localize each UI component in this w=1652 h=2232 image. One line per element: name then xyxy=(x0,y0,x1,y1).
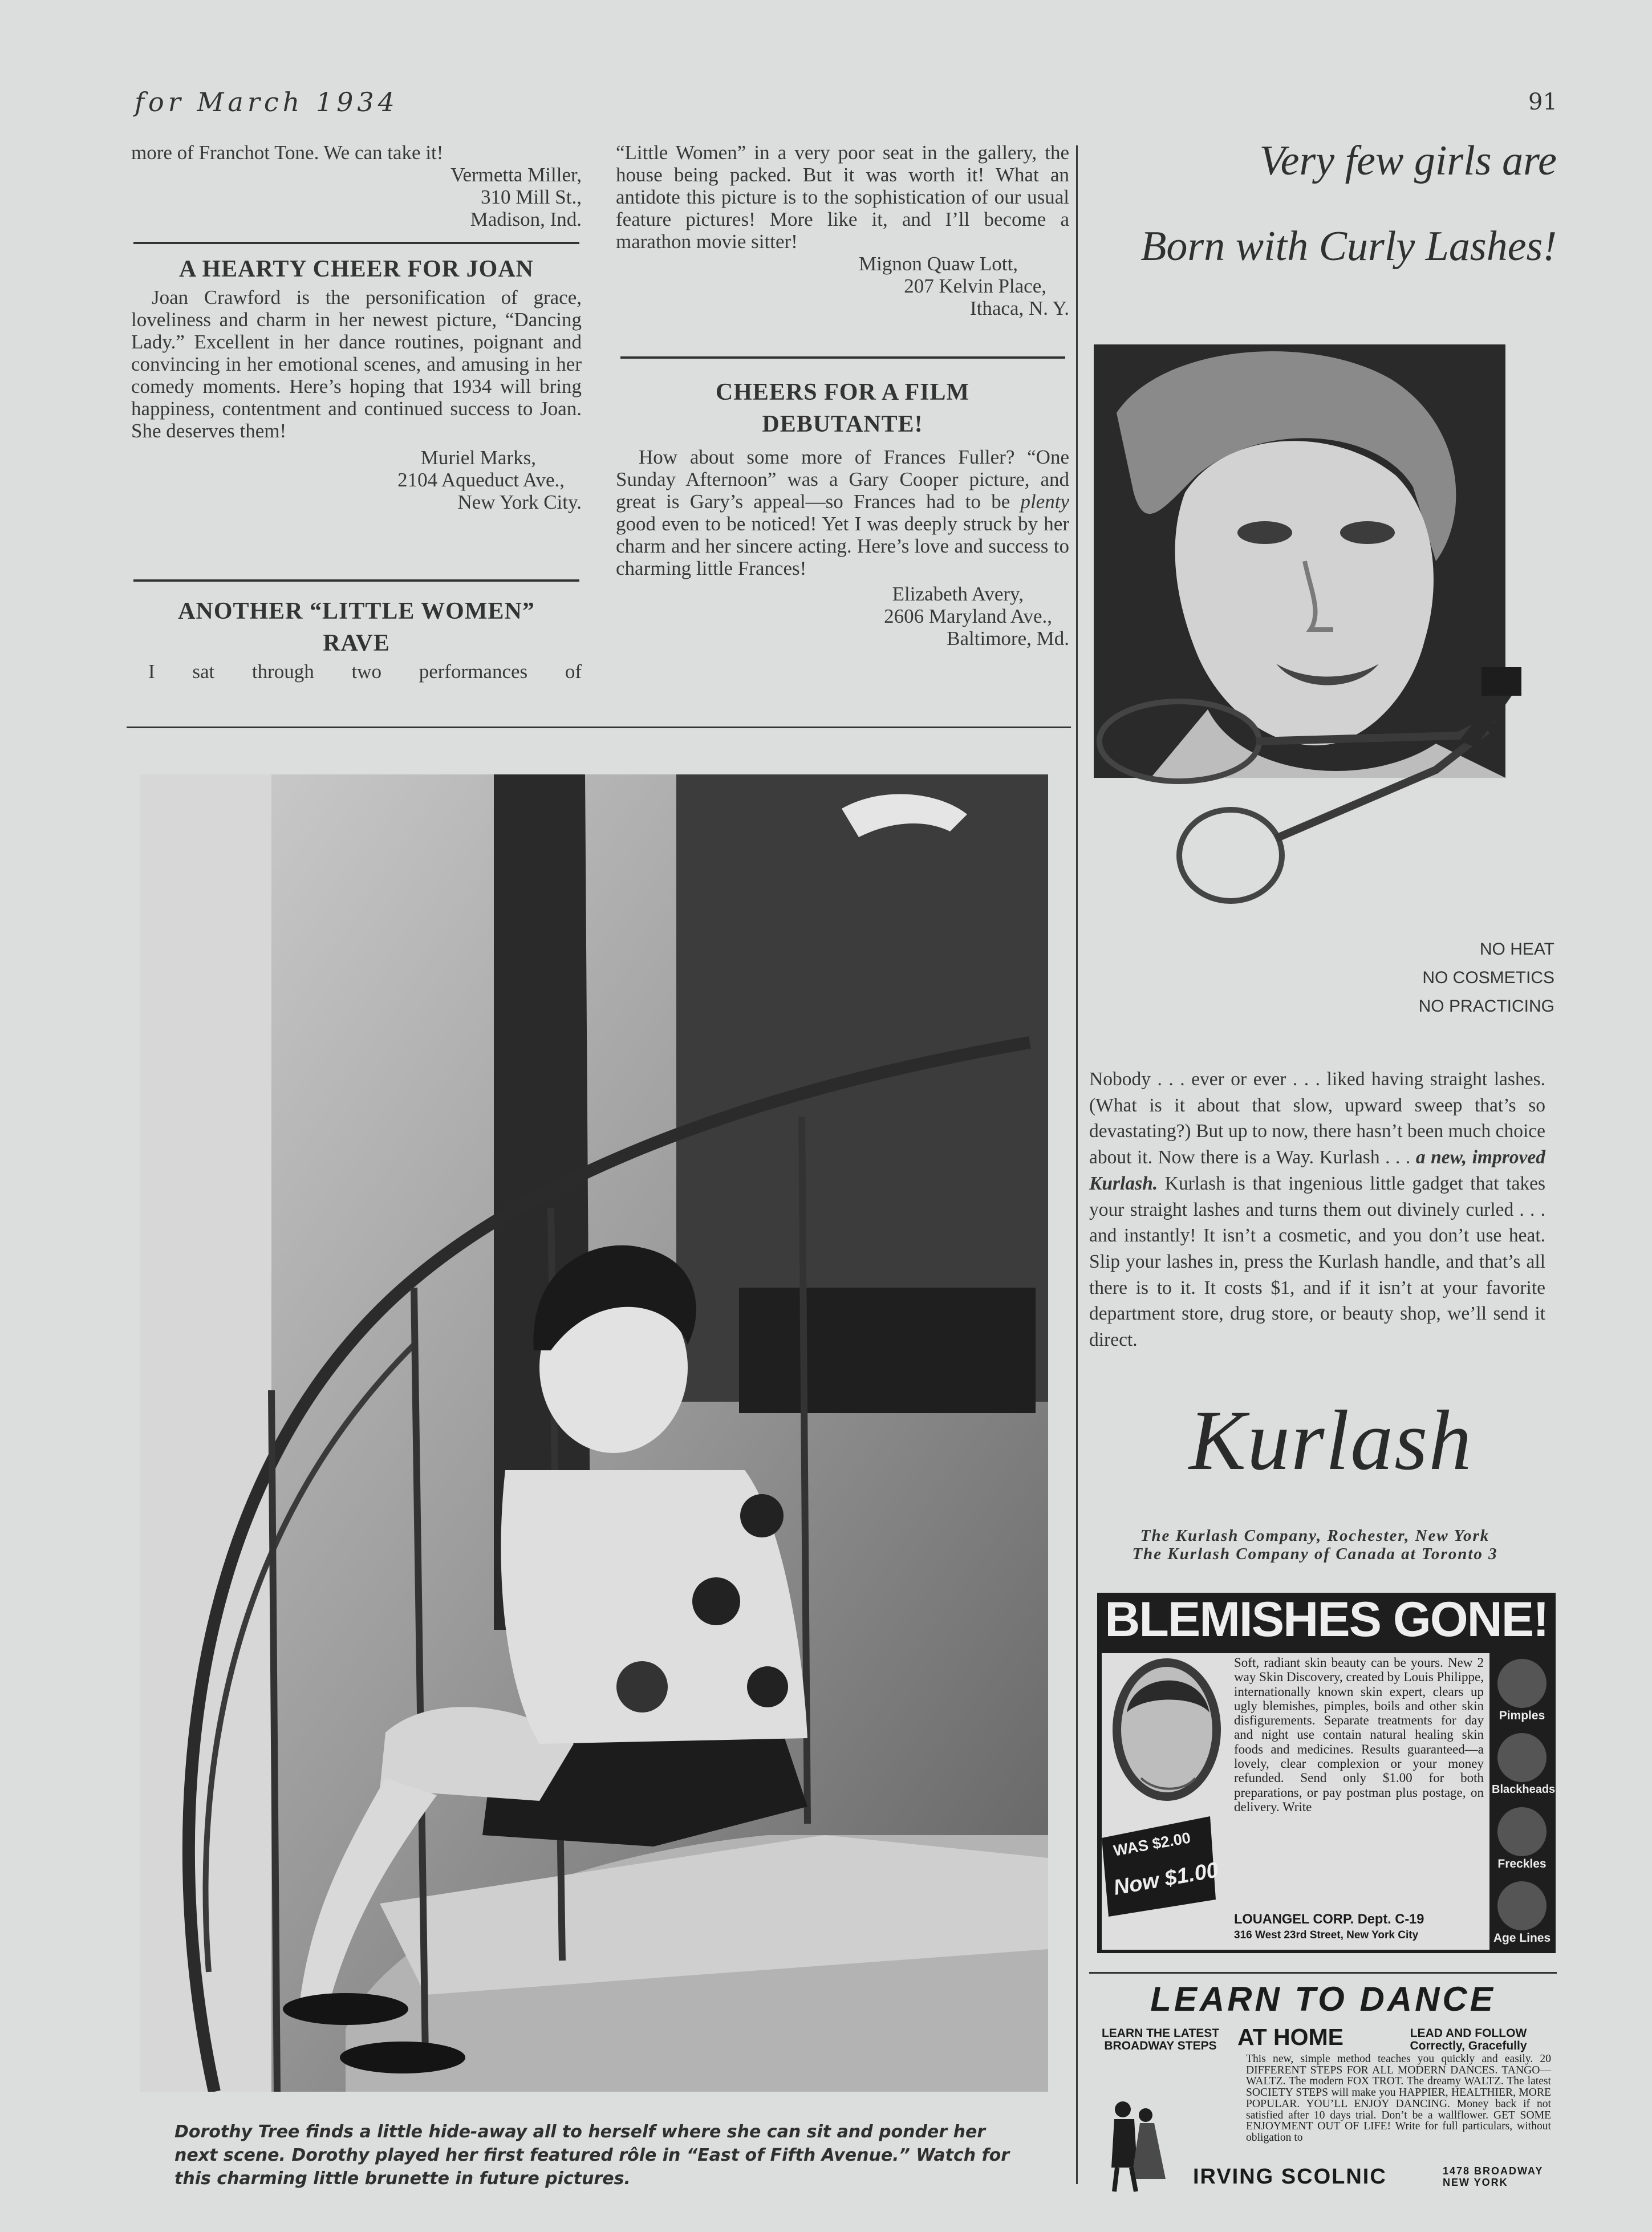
kurlash-copy-rest: Kurlash is that ingenious little gadget that takes your straight lashes and turns them out divinely curled . . . and instantly! It isn’t a cosmetic, and you don’t use heat. Slip your lashes in, press the Kurlash handle, and that’s all there is to it. It costs $1, and if it isn’t at your favorite department store, drug store, or beauty shop, we’ll send it direct. xyxy=(1089,1172,1545,1351)
blemishes-content xyxy=(1102,1653,1489,1950)
kurlash-copy-lead: Nobody . . . ever or ever . . . liked having straight lashes. (What is it about that slow, upward sweep that’s so devastating?) But up to now, there hasn’t been much choice about it. Now there is a Way. Kurlash . . . xyxy=(1089,1069,1545,1168)
price-now: Now $1.00 xyxy=(1111,1858,1221,1900)
dance-headline: LEARN TO DANCE xyxy=(1150,1980,1496,2018)
condition-pimples: Pimples xyxy=(1499,1709,1545,1722)
letter-text: Joan Crawford is the personification of grace, loveliness and charm in her newest picture, “Dancing Lady.” Excellent in her dance routines, poignant and convincing in her emotional scenes, and amusing in her comedy moments. Here’s hoping that 1934 will bring happiness, contentment and continued success to Joan. She deserves them! xyxy=(131,286,582,442)
company-line: The Kurlash Company of Canada at Toronto 3 xyxy=(1132,1545,1498,1563)
letter-debutante xyxy=(616,376,1069,650)
signature-street: 2104 Aqueduct Ave., xyxy=(397,469,565,491)
kurlash-features xyxy=(1326,935,1554,1021)
letter-little-women-cont xyxy=(616,141,1069,319)
dance-ad xyxy=(1089,1972,1557,2196)
dance-sub-right: LEAD AND FOLLOW Correctly, Gracefully xyxy=(1410,2027,1527,2052)
dorothy-tree-photo xyxy=(140,774,1048,2092)
kurlash-copy-block xyxy=(1089,1066,1545,1353)
page-number: 91 xyxy=(1528,89,1557,115)
signature-name: Elizabeth Avery, xyxy=(892,583,1024,605)
signature-street: 2606 Maryland Ave., xyxy=(884,605,1052,627)
signature-street: 310 Mill St., xyxy=(481,186,582,208)
blemishes-copy: Soft, radiant skin beauty can be yours. New 2 way Skin Discovery, created by Louis Philippe, internationally known skin expert, clears up ugly blemishes, pimples, boils and other skin disfigurements. Separate treatments for day and night use contain natural healing skin foods and medicines. Results guaranteed—a lovely, clear complexion or your money refunded. Send only $1.00 for both preparations, or pay postman plus postage, on delivery. Write xyxy=(1234,1655,1484,1814)
letter-text: more of Franchot Tone. We can take it! xyxy=(131,141,444,164)
letter-heading-line2: RAVE xyxy=(323,630,390,656)
letter-signature xyxy=(131,164,582,230)
letter-signature xyxy=(616,583,1069,650)
dancers-illustration xyxy=(1091,2099,1177,2193)
company-line: The Kurlash Company, Rochester, New York xyxy=(1140,1527,1490,1545)
blemishes-address: 316 West 23rd Street, New York City xyxy=(1234,1929,1419,1941)
letter-tone-end xyxy=(131,141,582,230)
feature-no-heat: NO HEAT xyxy=(1479,940,1554,959)
kurlash-ad xyxy=(1089,137,1557,1016)
blemishes-company: LOUANGEL CORP. Dept. C-19 xyxy=(1234,1912,1424,1927)
letter-text: “Little Women” in a very poor seat in the gallery, the house being packed. But it was worth it! What an antidote this picture is to the sophistication of our usual feature pictures! More like it, and I’ll become a marathon movie sitter! xyxy=(616,141,1069,253)
kurlash-headline-line1: Very few girls are xyxy=(1259,137,1557,184)
signature-name: Muriel Marks, xyxy=(420,447,536,469)
eyelash-curler-illustration xyxy=(1094,667,1556,924)
photo-caption: Dorothy Tree finds a little hide-away all to herself where she can sit and ponder her next scene. Dorothy played her first featured rôle in “East of Fifth Avenue.” Watch for this charming little brunette in future pictures. xyxy=(174,2122,1010,2189)
letter-text-part: How about some more of Frances Fuller? “One Sunday Afternoon” was a Gary Cooper picture, and great is Gary’s appeal—so Frances had to be xyxy=(616,446,1069,513)
signature-city: New York City. xyxy=(457,491,582,513)
dance-copy: This new, simple method teaches you quickly and easily. 20 DIFFERENT STEPS FOR ALL MODERN DANCES. TANGO—WALTZ. The modern FOX TROT. The dreamy WALTZ. The latest SOCIETY STEPS will make you HAPPIER, HEALTHIER, MORE POPULAR. YOU’LL ENJOY DANCING. Money back if not satisfied after 10 days trial. Don’t be a wallflower. GET SOME ENJOYMENT OUT OF LIFE! Write for full particulars, without obligation to xyxy=(1246,2053,1551,2144)
letter-heading: ANOTHER “LITTLE WOMEN” xyxy=(178,598,535,624)
woman-portrait xyxy=(1110,1655,1224,1804)
feature-no-practicing: NO PRACTICING xyxy=(1418,997,1554,1016)
signature-city: Ithaca, N. Y. xyxy=(970,297,1069,319)
dance-sub-center: AT HOME xyxy=(1237,2024,1344,2050)
face-icon xyxy=(1497,1659,1547,1708)
kurlash-logo: Kurlash xyxy=(1189,1393,1473,1488)
section-divider xyxy=(127,727,1071,728)
face-icon xyxy=(1497,1807,1547,1856)
staircase-illustration xyxy=(140,774,1048,2092)
divider xyxy=(620,356,1065,359)
kurlash-copy xyxy=(1089,1066,1545,1353)
letter-text: I sat through two performances of xyxy=(148,660,582,683)
blemishes-ad xyxy=(1097,1593,1556,1953)
face-icon xyxy=(1497,1881,1547,1930)
letter-text-part: good even to be noticed! Yet I was deeply struck by her charm and her sincere acting. Here’s love and success to charming little Frances! xyxy=(616,513,1069,579)
divider xyxy=(133,242,579,244)
face-icon xyxy=(1497,1733,1547,1782)
column-rule xyxy=(1076,145,1078,2184)
feature-no-cosmetics: NO COSMETICS xyxy=(1422,968,1554,987)
letter-heading: CHEERS FOR A FILM xyxy=(715,379,970,405)
kurlash-company xyxy=(1087,1527,1543,1563)
dance-address: 1478 BROADWAY NEW YORK xyxy=(1443,2165,1544,2188)
price-was: WAS $2.00 xyxy=(1112,1829,1192,1860)
letter-text xyxy=(616,446,1069,579)
kurlash-headline-line2: Born with Curly Lashes! xyxy=(1140,223,1557,270)
blemish-conditions xyxy=(1492,1653,1556,1950)
signature-name: Mignon Quaw Lott, xyxy=(858,253,1018,275)
signature-city: Baltimore, Md. xyxy=(947,627,1069,650)
signature-street: 207 Kelvin Place, xyxy=(904,275,1046,297)
condition-blackheads: Blackheads xyxy=(1492,1783,1556,1796)
dance-sub-left: LEARN THE LATEST BROADWAY STEPS xyxy=(1101,2027,1220,2052)
kurlash-copy-emphasis: a new, improved Kurlash. xyxy=(1089,1147,1545,1194)
condition-freckles: Freckles xyxy=(1497,1857,1547,1870)
letter-heading-line2: DEBUTANTE! xyxy=(762,411,923,437)
letter-joan xyxy=(131,253,582,513)
letter-heading: A HEARTY CHEER FOR JOAN xyxy=(178,256,534,282)
signature-name: Vermetta Miller, xyxy=(450,164,582,186)
letter-little-women-start xyxy=(131,595,582,683)
blemishes-headline: BLEMISHES GONE! xyxy=(1105,1592,1548,1647)
divider xyxy=(133,579,579,582)
letter-signature xyxy=(616,253,1069,319)
running-head: for March 1934 xyxy=(135,87,399,117)
dance-company: IRVING SCOLNIC xyxy=(1193,2165,1387,2189)
letter-text-emphasis: plenty xyxy=(1020,490,1069,513)
condition-age-lines: Age Lines xyxy=(1493,1931,1551,1945)
signature-city: Madison, Ind. xyxy=(470,208,582,230)
letter-signature xyxy=(131,447,582,513)
